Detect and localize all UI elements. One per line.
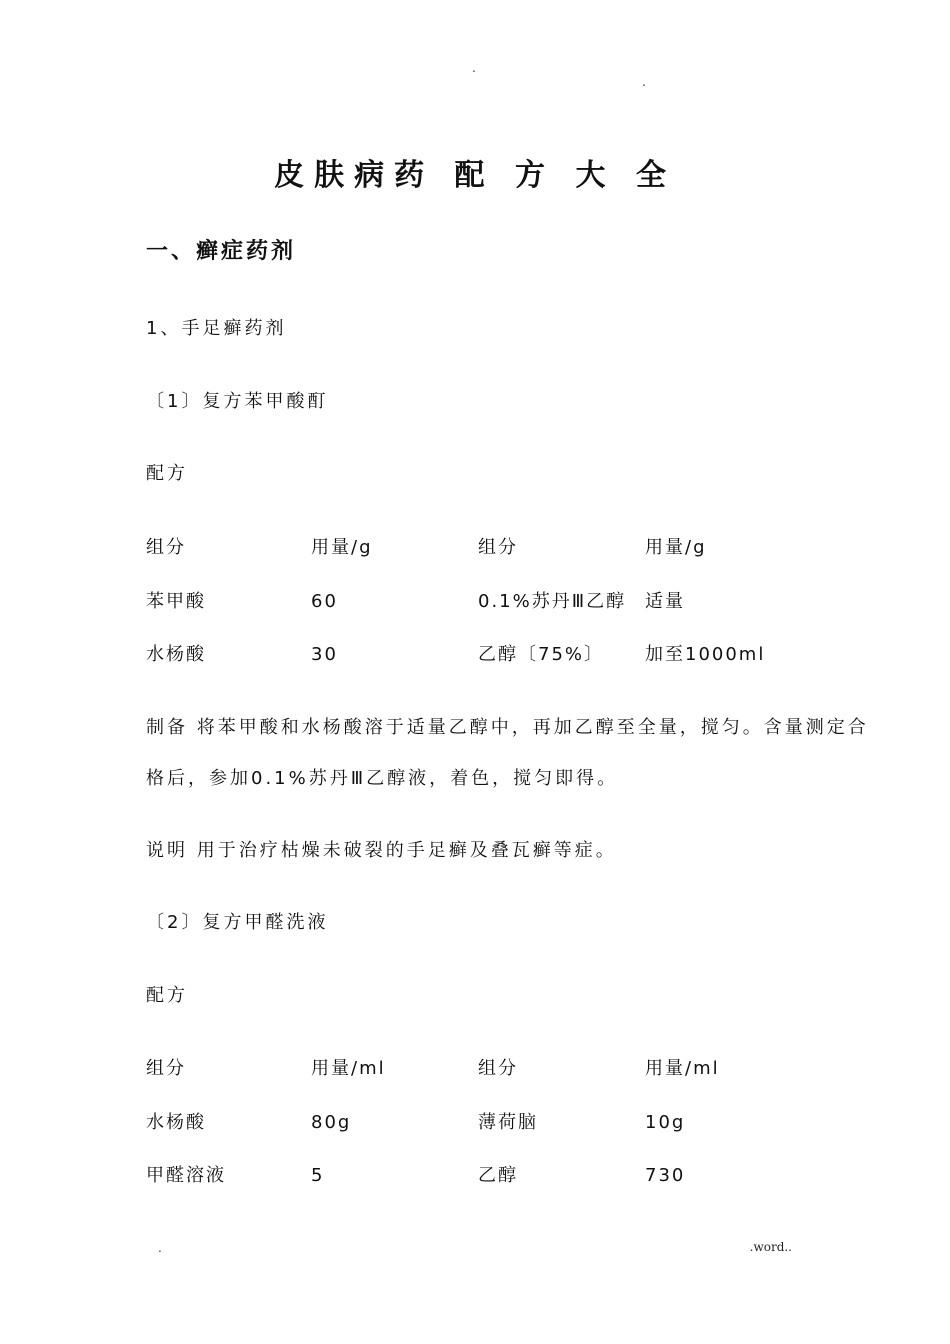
- table-header-cell: 用量/ml: [645, 1058, 720, 1079]
- header-dot-left: .: [472, 61, 476, 75]
- footer-dot-left: .: [158, 1241, 162, 1255]
- table-header-cell: 用量/ml: [311, 1058, 386, 1079]
- subsection-heading: 1、手足癣药剂: [146, 318, 287, 339]
- item1-note: 说明 用于治疗枯燥未破裂的手足癣及叠瓦癣等症。: [146, 840, 617, 861]
- table-cell: 水杨酸: [146, 644, 206, 665]
- item1-prep-line1: 制备 将苯甲酸和水杨酸溶于适量乙醇中，再加乙醇至全量，搅匀。含量测定合: [146, 717, 869, 738]
- table-cell: 0.1%苏丹Ⅲ乙醇: [478, 591, 627, 612]
- table-cell: 60: [311, 591, 338, 612]
- table-cell: 30: [311, 644, 338, 665]
- item2-formula-label: 配方: [146, 985, 188, 1006]
- table-cell: 80g: [311, 1112, 352, 1133]
- table-cell: 5: [311, 1165, 325, 1186]
- table-cell: 10g: [645, 1112, 686, 1133]
- section-heading: 一、癣症药剂: [146, 239, 297, 264]
- footer-word-label: .word..: [749, 1240, 792, 1254]
- item1-title: 〔1〕复方苯甲酸酊: [146, 391, 329, 412]
- document-title: 皮肤病药 配 方 大 全: [274, 158, 676, 193]
- header-dot-right: .: [642, 75, 646, 89]
- table-header-cell: 组分: [478, 1058, 518, 1079]
- item1-prep-line2: 格后，参加0.1%苏丹Ⅲ乙醇液，着色，搅匀即得。: [146, 768, 619, 789]
- table-cell: 乙醇: [478, 1165, 518, 1186]
- table-header-cell: 用量/g: [311, 537, 373, 558]
- table-cell: 适量: [645, 591, 685, 612]
- item1-formula-label: 配方: [146, 463, 188, 484]
- table-cell: 苯甲酸: [146, 591, 206, 612]
- table-cell: 水杨酸: [146, 1112, 206, 1133]
- table-header-cell: 组分: [146, 537, 186, 558]
- table-cell: 薄荷脑: [478, 1112, 538, 1133]
- table-cell: 730: [645, 1165, 686, 1186]
- table-cell: 甲醛溶液: [146, 1165, 226, 1186]
- table-cell: 乙醇〔75%〕: [478, 644, 605, 665]
- table-cell: 加至1000ml: [645, 644, 766, 665]
- table-header-cell: 组分: [478, 537, 518, 558]
- table-header-cell: 用量/g: [645, 537, 707, 558]
- table-header-cell: 组分: [146, 1058, 186, 1079]
- item2-title: 〔2〕复方甲醛洗液: [146, 912, 329, 933]
